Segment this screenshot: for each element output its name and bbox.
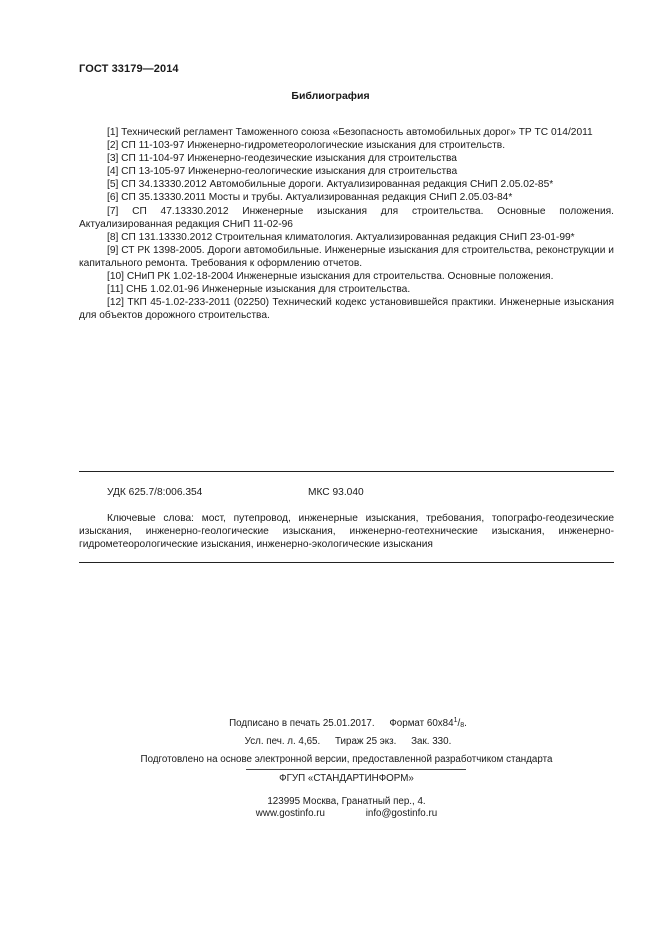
print-run: Тираж 25 экз. [334,736,397,747]
bibliography-entry: [5] СП 34.13330.2012 Автомобильные дороги. Актуализированная редакция СНиП 2.05.02-85* [107,179,554,191]
print-sheets: Усл. печ. л. 4,65. [244,736,321,747]
order-number: Зак. 330. [411,736,452,747]
publisher-name: ФГУП «СТАНДАРТИНФОРМ» [279,773,414,784]
bibliography-entry: [12] ТКП 45-1.02-233-2011 (02250) Технический кодекс установившейся практики. Инженерные изыскания для объектов дорожного строительства. [79,297,614,322]
publisher-address: 123995 Москва, Гранатный пер., 4. [267,796,426,807]
bibliography-entry: [11] СНБ 1.02.01-96 Инженерные изыскания для строительства. [107,284,411,296]
publisher-contacts [79,808,614,819]
bibliography-entry: [3] СП 11-104-97 Инженерно-геодезические изыскания для строительства [107,153,457,165]
bibliography-entry: [4] СП 13-105-97 Инженерно-геологические изыскания для строительства [107,166,458,178]
website-link[interactable]: www.gostinfo.ru [255,808,325,819]
email-link[interactable]: info@gostinfo.ru [365,808,438,819]
bibliography-entry: [1] Технический регламент Таможенного союза «Безопасность автомобильных дорог» ТР ТС 014/2011 [107,127,593,138]
bibliography-list [79,126,614,322]
divider-top [79,471,614,472]
signed-date: Подписано в печать 25.01.2017. [229,718,375,729]
bibliography-entry: [7] СП 47.13330.2012 Инженерные изыскания для строительства. Основные положения. Актуализированная редакция СНиП 11-02-96 [79,205,614,230]
paper-format: Формат $60х84^1/8$. [389,717,467,729]
bibliography-entry: [8] СП 131.13330.2012 Строительная климатология. Актуализированная редакция СНиП 23-01-99* [107,231,575,243]
divider-bottom [79,562,614,563]
mks-code: МКС 93.040 [308,487,364,498]
keywords: Ключевые слова: мост, путепровод, инженерные изыскания, требования, топографо-геодезические изыскания, инженерно-геологические изыскания, инженерно-геотехнические изыскания, инженерно-гидрометеорологические изыскания, инженерно-экологические изыскания [79,513,614,551]
standard-code: ГОСТ 33179—2014 [79,63,179,75]
udk-code: УДК 625.7/8:006.354 [107,487,203,498]
bibliography-entry: [10] СНиП РК 1.02-18-2004 Инженерные изыскания для строительства. Основные положения. [107,271,554,283]
prepared-note: Подготовлено на основе электронной версии, предоставленной разработчиком стандарта [140,754,553,765]
bibliography-entry: [9] СТ РК 1398-2005. Дороги автомобильные. Инженерные изыскания для строительства, реконструкции и капитального ремонта. Требования к оформлению отчетов. [79,244,614,269]
imprint-print-line [150,736,546,747]
section-title: Библиография [291,90,370,102]
bibliography-entry: [2] СП 11-103-97 Инженерно-гидрометеорологические изыскания для строительств. [107,140,506,152]
bibliography-entry: [6] СП 35.13330.2011 Мосты и трубы. Актуализированная редакция СНиП 2.05.03-84* [107,192,513,204]
imprint-signed-line [150,717,546,729]
publisher-divider [246,769,466,770]
